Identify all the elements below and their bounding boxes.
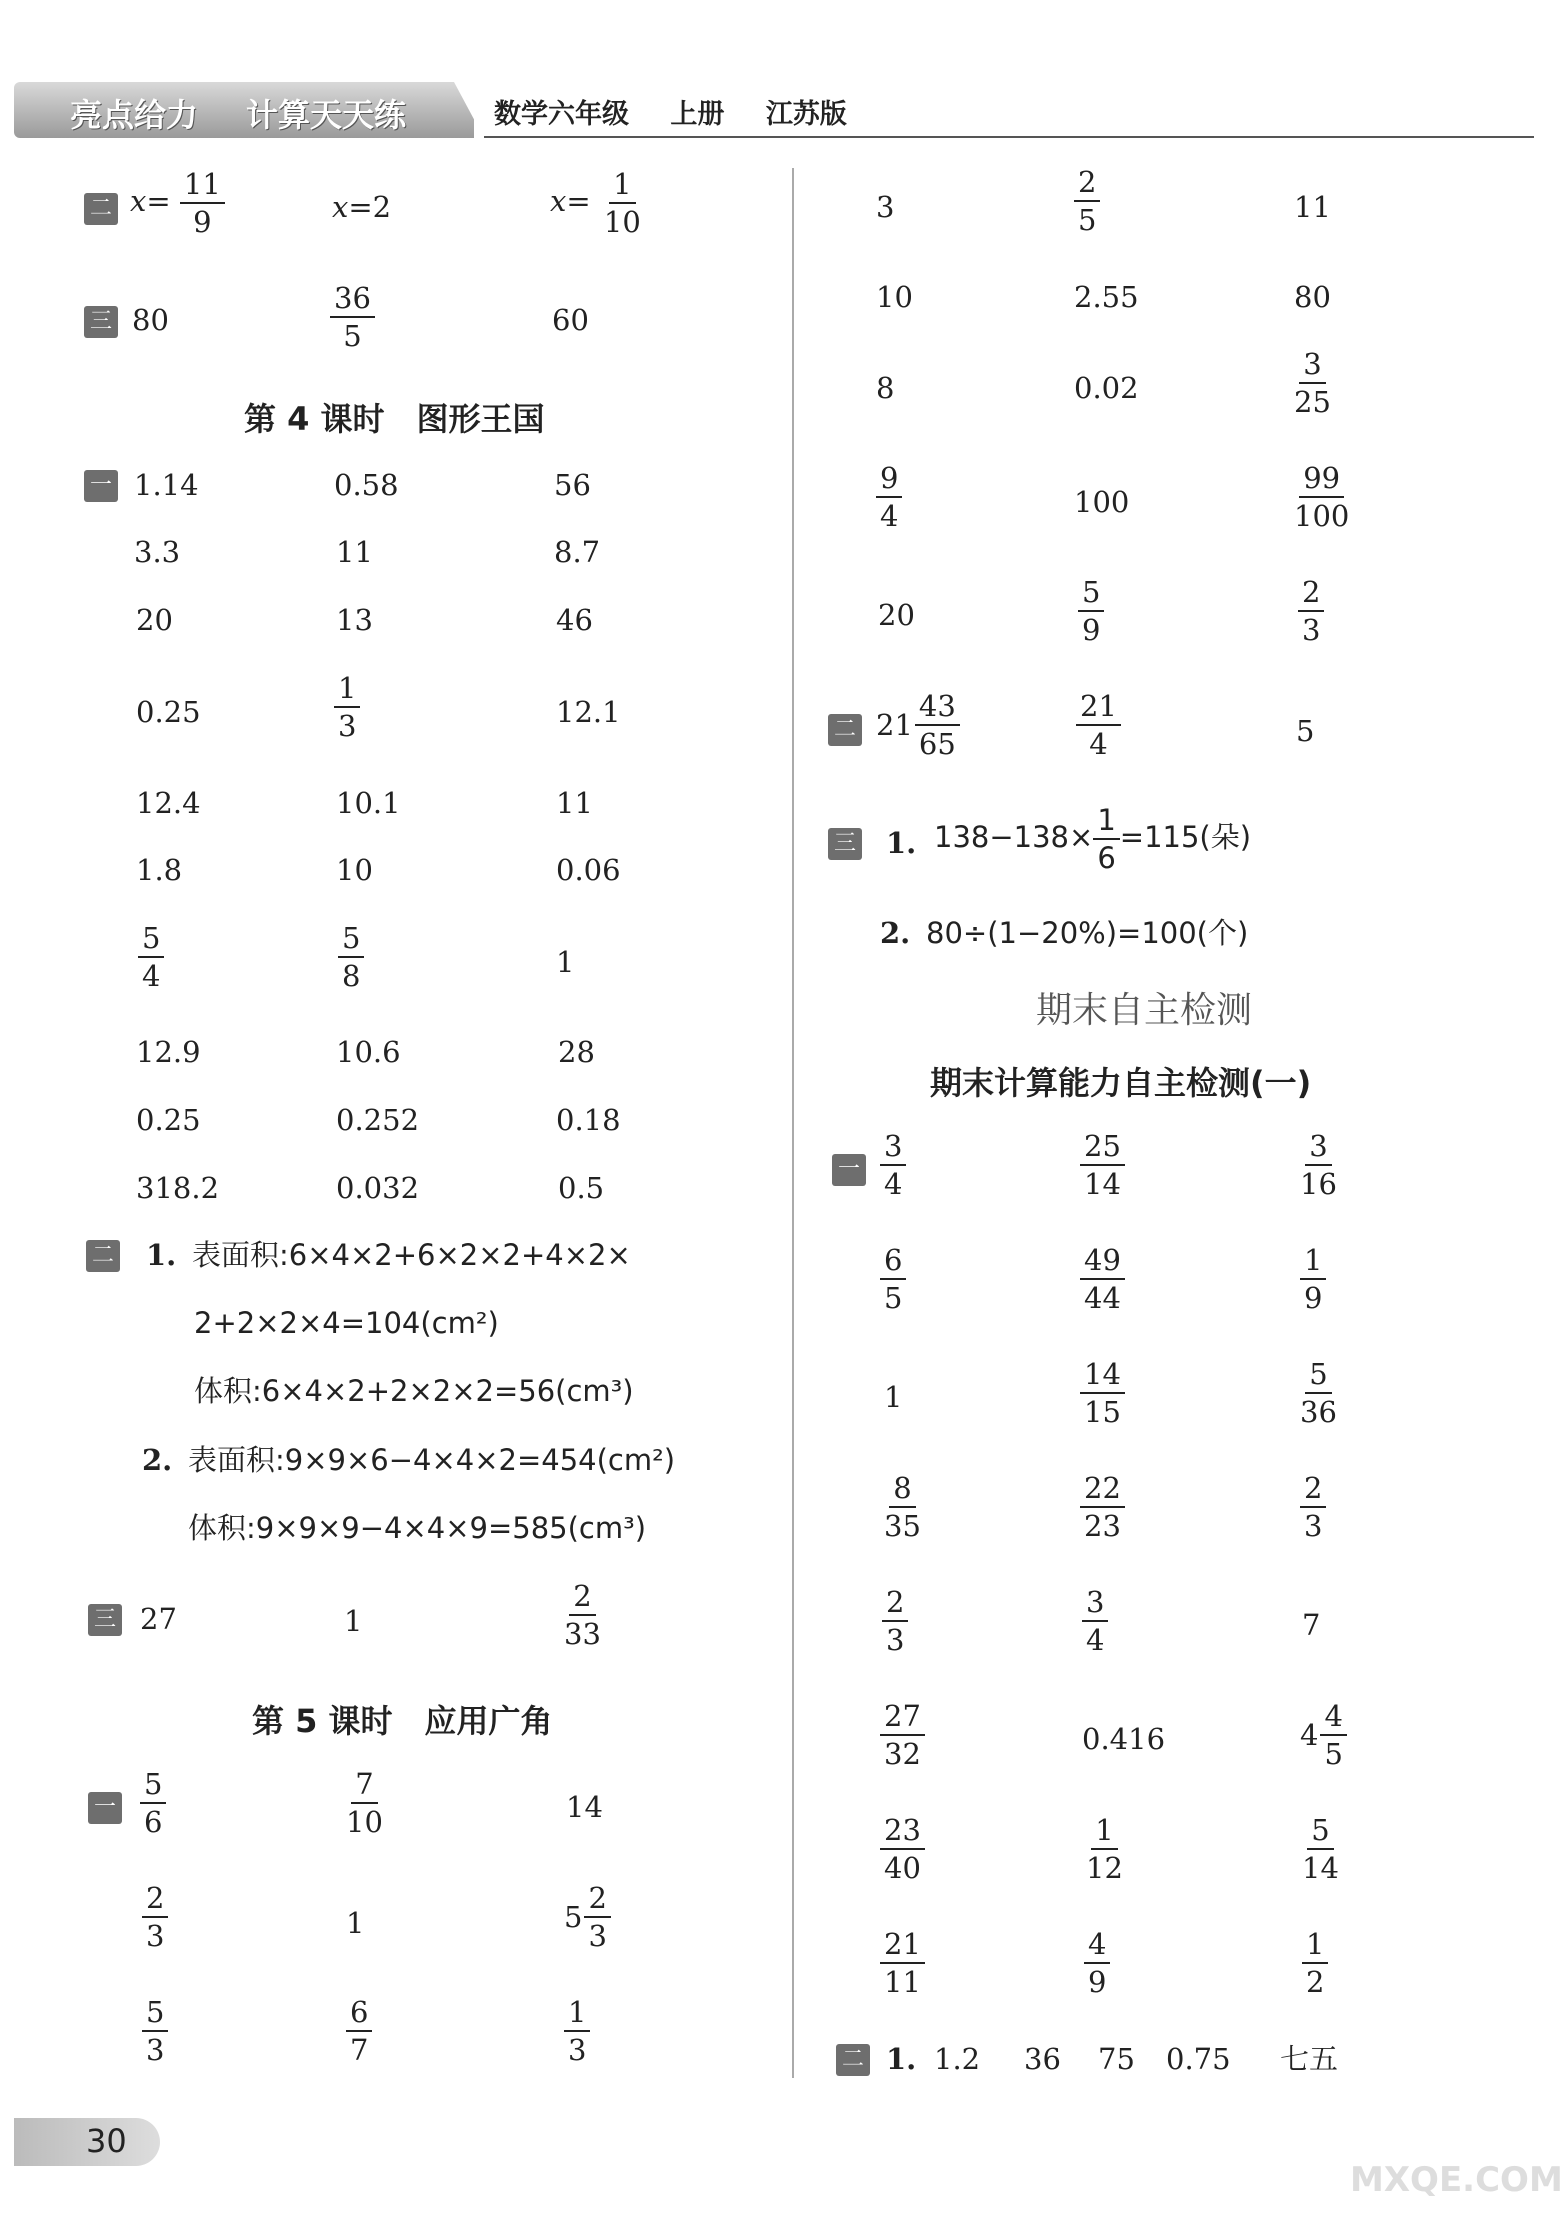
volume-label: 上册	[670, 99, 725, 130]
fraction	[1076, 690, 1121, 760]
mixed-number	[1300, 1700, 1347, 1770]
section-badge-three: 三	[88, 1604, 122, 1636]
answer-fraction	[1084, 1928, 1110, 1998]
answer-value: 10	[876, 280, 913, 314]
fraction	[1296, 1130, 1341, 1200]
answer-fraction	[882, 1586, 908, 1656]
answer-fraction	[1300, 1472, 1326, 1542]
section-badge-three: 三	[828, 828, 862, 860]
denominator: 2	[1306, 1965, 1325, 1999]
equals-sign: =	[566, 184, 591, 218]
answer-value: 0.25	[136, 1103, 201, 1137]
numerator: 5	[338, 922, 364, 958]
answer-value: 20	[136, 603, 173, 637]
answer-value: 11	[556, 786, 593, 820]
answer-value: 11	[1294, 190, 1331, 224]
answer-value: 0.416	[1082, 1722, 1166, 1756]
denominator: 3	[1304, 1509, 1323, 1543]
fraction	[140, 1768, 166, 1838]
answer-value: 1	[344, 1604, 363, 1638]
denominator: 15	[1084, 1395, 1121, 1429]
answer-value: 3	[876, 190, 895, 224]
fraction	[880, 1814, 925, 1884]
numerator: 3	[1305, 1130, 1331, 1166]
answer-fraction	[880, 1244, 906, 1314]
site-watermark: MXQE.COM	[1350, 2160, 1563, 2200]
denominator: 9	[193, 205, 212, 239]
answer-left-s2-c	[550, 168, 645, 238]
fraction	[1298, 1814, 1343, 1884]
answer-fraction	[338, 922, 364, 992]
answer-value: 8	[876, 371, 895, 405]
answer-fraction	[876, 462, 902, 532]
answer-fraction	[138, 922, 164, 992]
numerator: 3	[1299, 348, 1325, 384]
fraction	[334, 672, 360, 742]
equation-part: =115(朵)	[1119, 820, 1252, 854]
answer-fraction	[1296, 1130, 1341, 1200]
problem-number: 1.	[886, 2042, 917, 2076]
answer-fraction	[1290, 348, 1335, 418]
final-test-title: 期末计算能力自主检测(一)	[930, 1064, 1312, 1102]
denominator: 6	[1097, 841, 1116, 875]
numerator: 2	[1298, 576, 1324, 612]
answer-value: 10	[336, 853, 373, 887]
answer-value: 0.02	[1074, 371, 1139, 405]
fraction	[1078, 576, 1104, 646]
fraction	[600, 168, 645, 238]
answer-value: 11	[336, 535, 373, 569]
numerator: 2	[142, 1882, 168, 1918]
numerator: 4	[1320, 1700, 1346, 1736]
section-badge-one: 一	[88, 1792, 122, 1824]
answer-fraction	[1290, 462, 1353, 532]
answer-value: 318.2	[136, 1171, 220, 1205]
answer-fraction	[560, 1580, 605, 1650]
denominator: 5	[1324, 1737, 1343, 1771]
brand-slogan: 计算天天练	[246, 96, 407, 134]
denominator: 4	[880, 499, 899, 533]
numerator: 3	[880, 1130, 906, 1166]
answer-fraction	[1080, 1244, 1125, 1314]
answer-fraction	[880, 1928, 925, 1998]
answer-value: 0.58	[334, 468, 399, 502]
answer-value: 5	[1296, 714, 1315, 748]
volume-line: 体积:6×4×2+2×2×2=56(cm³)	[194, 1374, 634, 1408]
answer-fraction	[140, 1768, 166, 1838]
column-divider	[792, 168, 794, 2078]
denominator: 14	[1302, 1851, 1339, 1885]
answer-fraction	[1080, 1130, 1125, 1200]
answer-value: 2.55	[1074, 280, 1139, 314]
numerator: 14	[1080, 1358, 1125, 1394]
denominator: 9	[1304, 1281, 1323, 1315]
answer-value: 56	[554, 468, 591, 502]
denominator: 11	[884, 1965, 921, 1999]
answer-fraction	[1082, 1586, 1108, 1656]
answer-value: 0.06	[556, 853, 621, 887]
numerator: 9	[876, 462, 902, 498]
value: 2	[372, 190, 392, 224]
numerator: 5	[138, 922, 164, 958]
answer-fraction	[142, 1882, 168, 1952]
answer-fraction	[1296, 1358, 1341, 1428]
denominator: 3	[338, 709, 357, 743]
final-section-heading: 期末自主检测	[1036, 990, 1253, 1031]
denominator: 44	[1084, 1281, 1121, 1315]
denominator: 23	[1084, 1509, 1121, 1543]
answer-fraction	[880, 1814, 925, 1884]
equals-sign: =	[348, 190, 373, 224]
answer-fraction	[1082, 1814, 1127, 1884]
numerator: 43	[915, 690, 960, 726]
denominator: 5	[1078, 203, 1097, 237]
numerator: 6	[880, 1244, 906, 1280]
x-var: x	[130, 184, 147, 218]
denominator: 4	[884, 1167, 903, 1201]
fraction	[330, 282, 375, 352]
fraction	[882, 1586, 908, 1656]
denominator: 7	[350, 2033, 369, 2067]
fraction	[1080, 1130, 1125, 1200]
answer-value: 7	[1302, 1608, 1321, 1642]
answer-value: 1	[346, 1906, 365, 1940]
fraction	[1300, 1244, 1326, 1314]
section-badge-one: 一	[832, 1154, 866, 1186]
fraction	[346, 1996, 372, 2066]
numerator: 23	[880, 1814, 925, 1850]
mixed-number	[876, 690, 960, 760]
denominator: 14	[1084, 1167, 1121, 1201]
answer-fraction	[1298, 576, 1324, 646]
section-badge-three: 三	[84, 306, 118, 338]
subject-label: 数学六年级	[494, 99, 629, 130]
fraction	[1296, 1358, 1341, 1428]
answer-value: 1.2	[934, 2042, 981, 2076]
numerator: 4	[1084, 1928, 1110, 1964]
answer-value: 3.3	[134, 535, 181, 569]
numerator: 36	[330, 282, 375, 318]
answer-value: 0.18	[556, 1103, 621, 1137]
fraction	[584, 1882, 610, 1952]
answer-fraction	[334, 672, 360, 742]
problem-number: 2.	[142, 1443, 173, 1477]
fraction	[880, 1130, 906, 1200]
denominator: 4	[142, 959, 161, 993]
numerator: 25	[1080, 1130, 1125, 1166]
equation-line	[934, 804, 1251, 874]
denominator: 35	[884, 1509, 921, 1543]
numerator: 7	[351, 1768, 377, 1804]
fraction	[180, 168, 225, 238]
answer-value: 12.4	[136, 786, 201, 820]
page-number-tab	[14, 2118, 160, 2166]
fraction	[1320, 1700, 1346, 1770]
fraction	[880, 1928, 925, 1998]
answer-value: 36	[1024, 2042, 1061, 2076]
whole-part: 4	[1300, 1718, 1319, 1752]
answer-fraction	[880, 1700, 925, 1770]
fraction	[564, 1996, 590, 2066]
fraction	[1302, 1928, 1328, 1998]
equation-line: 80÷(1−20%)=100(个)	[926, 916, 1249, 950]
fraction	[1084, 1928, 1110, 1998]
answer-value: 27	[140, 1602, 177, 1636]
section-badge-one: 一	[84, 470, 118, 502]
answer-fraction	[1302, 1928, 1328, 1998]
denominator: 8	[342, 959, 361, 993]
answer-mixed	[564, 1882, 611, 1952]
numerator: 2	[1300, 1472, 1326, 1508]
page-number: 30	[86, 2122, 127, 2160]
answer-fraction	[1298, 1814, 1343, 1884]
mixed-number	[564, 1882, 611, 1952]
volume-line: 体积:9×9×9−4×4×9=585(cm³)	[188, 1511, 647, 1545]
numerator: 2	[882, 1586, 908, 1622]
answer-fraction	[1074, 166, 1100, 236]
answer-value: 12.9	[136, 1035, 201, 1069]
denominator: 9	[1082, 613, 1101, 647]
numerator: 5	[140, 1768, 166, 1804]
surface-area-line: 表面积:6×4×2+6×2×2+4×2×	[192, 1238, 631, 1272]
answer-fraction	[1078, 576, 1104, 646]
problem-number: 1.	[146, 1238, 177, 1272]
problem-number: 2.	[880, 916, 911, 950]
denominator: 3	[568, 2033, 587, 2067]
answer-left-s2-a	[130, 168, 225, 238]
answer-value: 13	[336, 603, 373, 637]
surface-area-line: 2+2×2×4=104(cm²)	[194, 1306, 499, 1340]
answer-fraction	[880, 1472, 925, 1542]
answer-fraction	[1300, 1244, 1326, 1314]
section-badge-two: 二	[86, 1240, 120, 1272]
page-header	[14, 82, 1522, 142]
denominator: 33	[564, 1617, 601, 1651]
fraction	[1298, 576, 1324, 646]
lesson-5-title: 第 5 课时 应用广角	[252, 1702, 553, 1740]
header-rule	[484, 136, 1534, 138]
answer-mixed	[876, 690, 960, 760]
answer-fraction	[346, 1996, 372, 2066]
whole-part: 5	[564, 1900, 583, 1934]
denominator: 5	[343, 319, 362, 353]
numerator: 1	[1300, 1244, 1326, 1280]
denominator: 5	[884, 1281, 903, 1315]
answer-value: 75	[1098, 2042, 1135, 2076]
answer-value: 0.75	[1166, 2042, 1231, 2076]
answer-value: 14	[566, 1790, 603, 1824]
numerator: 8	[889, 1472, 915, 1508]
denominator: 3	[1302, 613, 1321, 647]
fraction	[880, 1700, 925, 1770]
numerator: 5	[142, 1996, 168, 2032]
denominator: 9	[1088, 1965, 1107, 1999]
numerator: 27	[880, 1700, 925, 1736]
numerator: 49	[1080, 1244, 1125, 1280]
answer-value: 0.252	[336, 1103, 420, 1137]
denominator: 16	[1300, 1167, 1337, 1201]
fraction	[1300, 1472, 1326, 1542]
denominator: 10	[346, 1805, 383, 1839]
numerator: 6	[346, 1996, 372, 2032]
fraction	[338, 922, 364, 992]
denominator: 12	[1086, 1851, 1123, 1885]
brand-name: 亮点给力	[70, 96, 199, 134]
numerator: 21	[880, 1928, 925, 1964]
answer-value: 10.1	[336, 786, 401, 820]
x-var: x	[550, 184, 567, 218]
answer-fraction	[1080, 1358, 1125, 1428]
numerator: 99	[1299, 462, 1344, 498]
numerator: 1	[1302, 1928, 1328, 1964]
fraction	[1290, 348, 1335, 418]
denominator: 25	[1294, 385, 1331, 419]
answer-value: 1	[884, 1380, 903, 1414]
denominator: 3	[146, 1919, 165, 1953]
numerator: 3	[1082, 1586, 1108, 1622]
fraction	[142, 1882, 168, 1952]
numerator: 1	[1093, 804, 1119, 840]
surface-area-line: 表面积:9×9×6−4×4×2=454(cm²)	[188, 1443, 676, 1477]
answer-value: 七五	[1280, 2042, 1339, 2076]
answer-value: 80	[132, 303, 169, 337]
numerator: 1	[609, 168, 635, 204]
answer-value: 100	[1074, 485, 1130, 519]
denominator: 4	[1086, 1623, 1105, 1657]
fraction	[880, 1244, 906, 1314]
fraction	[1080, 1358, 1125, 1428]
fraction	[880, 1472, 925, 1542]
denominator: 4	[1089, 727, 1108, 761]
fraction	[138, 922, 164, 992]
fraction	[1082, 1586, 1108, 1656]
denominator: 10	[603, 205, 641, 239]
denominator: 100	[1294, 499, 1350, 533]
numerator: 11	[180, 168, 225, 204]
answer-value: 8.7	[554, 535, 601, 569]
answer-fraction	[330, 282, 375, 352]
answer-fraction	[564, 1996, 590, 2066]
numerator: 1	[1091, 1814, 1117, 1850]
whole-part: 21	[876, 708, 913, 742]
equation-part: 138−138×	[934, 820, 1094, 854]
fraction	[560, 1580, 605, 1650]
section-badge-two: 二	[836, 2044, 870, 2076]
answer-value: 1.8	[136, 853, 183, 887]
answer-value: 28	[558, 1035, 595, 1069]
answer-fraction	[142, 1996, 168, 2066]
answer-value: 1.14	[134, 468, 199, 502]
answer-fraction	[1080, 1472, 1125, 1542]
answer-value: 1	[556, 945, 575, 979]
denominator: 6	[144, 1805, 163, 1839]
numerator: 22	[1080, 1472, 1125, 1508]
edition-label: 江苏版	[765, 99, 847, 130]
fraction	[915, 690, 960, 760]
answer-value: 10.6	[336, 1035, 401, 1069]
denominator: 65	[918, 727, 956, 761]
denominator: 3	[886, 1623, 905, 1657]
numerator: 5	[1305, 1358, 1331, 1394]
answer-value: 46	[556, 603, 593, 637]
numerator: 2	[584, 1882, 610, 1918]
denominator: 36	[1300, 1395, 1337, 1429]
numerator: 1	[334, 672, 360, 708]
equals-sign: =	[146, 184, 171, 218]
answer-value: 12.1	[556, 695, 621, 729]
fraction	[1074, 166, 1100, 236]
answer-fraction	[880, 1130, 906, 1200]
lesson-4-title: 第 4 课时 图形王国	[244, 400, 545, 438]
fraction	[142, 1996, 168, 2066]
x-var: x	[332, 190, 349, 224]
denominator: 40	[884, 1851, 921, 1885]
denominator: 32	[884, 1737, 921, 1771]
numerator: 2	[1074, 166, 1100, 202]
numerator: 5	[1307, 1814, 1333, 1850]
answer-value: 80	[1294, 280, 1331, 314]
section-badge-two: 二	[84, 193, 118, 225]
answer-value: 0.25	[136, 695, 201, 729]
fraction	[1080, 1244, 1125, 1314]
answer-left-s2-b	[332, 190, 391, 224]
fraction	[1080, 1472, 1125, 1542]
book-info	[494, 92, 879, 131]
numerator: 5	[1078, 576, 1104, 612]
fraction	[1082, 1814, 1127, 1884]
denominator: 3	[146, 2033, 165, 2067]
numerator: 21	[1076, 690, 1121, 726]
numerator: 1	[564, 1996, 590, 2032]
fraction	[1290, 462, 1353, 532]
answer-mixed	[1300, 1700, 1347, 1770]
numerator: 2	[569, 1580, 595, 1616]
answer-value: 0.032	[336, 1171, 420, 1205]
fraction	[1093, 804, 1119, 874]
fraction	[342, 1768, 387, 1838]
answer-fraction	[342, 1768, 387, 1838]
answer-value: 0.5	[558, 1171, 605, 1205]
section-badge-two: 二	[828, 714, 862, 746]
answer-value: 60	[552, 303, 589, 337]
fraction	[876, 462, 902, 532]
denominator: 3	[588, 1919, 607, 1953]
problem-number: 1.	[886, 826, 917, 860]
answer-value: 20	[878, 598, 915, 632]
answer-fraction	[1076, 690, 1121, 760]
